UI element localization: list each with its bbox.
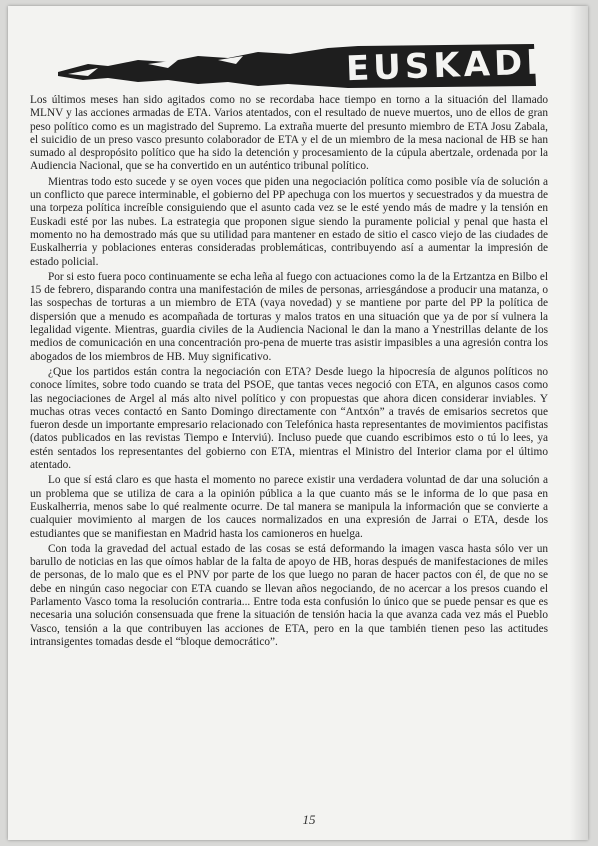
page-number: 15 — [302, 812, 316, 827]
magazine-page — [8, 6, 588, 840]
section-title: EUSKADI — [345, 42, 544, 90]
article-paragraph: ¿Que los partidos están contra la negociación con ETA? Desde luego la hipocresía de algunos políticos no conoce límites, sobre todo cuando se trata del PSOE, que tantas veces negoció con ETA, en algunos casos como las negociaciones de Argel al más alto nivel político y con propuestas que ahora dicen considerar inviables. Y muchas otras veces contactó en Santo Domingo directamente con “Antxón” a través de emisarios secretos que fueron desde un importante empresario relacionado con Telefónica hasta representantes de movimientos pacifistas (datos publicados en las revistas Tiempo e Interviú). Incluso puede que cuando escribimos esto o tú lo lees, ya estén sentados los representantes del gobierno con ETA, mientras el Ministro del Interior clama por el último atentado. — [30, 365, 548, 472]
article-paragraph: Lo que sí está claro es que hasta el momento no parece existir una verdadera voluntad de dar una solución a un problema que se utiliza de cara a la opinión pública a la que cuanto más se le informa de lo que pasa en Euskalherria, menos sabe lo qué realmente ocurre. De tal manera se manipula la información que se convierte a cualquier movimiento al margen de los cauces normalizados en una expresión de Jarrai o ETA, desde los estudiantes que se manifiestan en Madrid hasta los camioneros en huelga. — [30, 474, 548, 540]
article-body — [30, 94, 548, 651]
article-paragraph: Mientras todo esto sucede y se oyen voces que piden una negociación política como posible vía de solución a un conflicto que parece interminable, el gobierno del PP apechuga con los muertos y secuestrados y da muestra de una torpeza política increíble consiguiendo que el asunto cada vez se le esté yendo más de madre y la tensión en Euskadi esté por las nubes. La estrategia que proponen sigue siendo la puramente policial y penal que hasta el momento no ha demostrado más que su utilidad para mantener en estado de sitio el casco viejo de las ciudades de Euskalherria y poblaciones enteras consideradas problemáticas, contribuyendo así a aumentar la impresión de estado policial. — [30, 175, 548, 268]
article-paragraph: Con toda la gravedad del actual estado de las cosas se está deformando la imagen vasca hasta sólo ver un barullo de noticias en las que oímos hablar de la falta de apoyo de HB, horas después de manifestaciones de miles de personas, de lo malo que es el PNV por parte de los que luego no paran de hacer pactos con él, de que no se debe en ningún caso negociar con ETA cuando se llevan años negociando, de no acercar a los presos cuando el Parlamento Vasco toma la resolución contraria... Entre toda esta confusión lo único que se puede pensar es que es necesaria una solución consensuada que frene la situación de tensión hacia la que avanza cada vez más el Pueblo Vasco, tensión a la que contribuyen las acciones de ETA, pero en la que también tienen peso las actitudes intransigentes tomadas desde el “bloque democrático”. — [30, 542, 548, 648]
article-paragraph: Los últimos meses han sido agitados como no se recordaba hace tiempo en torno a la situación del llamado MLNV y las acciones armadas de ETA. Varios atentados, con el resultado de nueve muertos, uno de ellos de gran peso político como es un magistrado del Supremo. La extraña muerte del presunto miembro de ETA Josu Zabala, el suicidio de un preso vasco presunto colaborador de ETA y el de un miembro de la mesa nacional de HB se han sumado al despropósito político que ha sido la detención y procesamiento de la cúpula abertzale, ordenada por la Audiencia Nacional, que se ha convertido en un auténtico tribunal político. — [30, 94, 548, 173]
page-curl-shadow — [570, 6, 588, 840]
section-header — [28, 42, 544, 90]
article-paragraph: Por si esto fuera poco continuamente se echa leña al fuego con actuaciones como la de la Ertzantza en Bilbo el 15 de febrero, disparando contra una manifestación de miles de personas, arriesgándose a producir una matanza, o las sospechas de torturas a un miembro de ETA (vaya novedad) y se mantiene por parte del PP la política de dispersión que a menudo es acompañada de torturas y malos tratos en una situación que ya de por sí vulnera la legalidad vigente. Mientras, guardia civiles de la Audiencia Nacional le dan la mano a Ynestrillas delante de los medios de comunicación en una concentración pro-pena de muerte tras asistir impasibles a una agresión contra los abogados de los miembros de HB. Muy significativo. — [30, 270, 548, 363]
